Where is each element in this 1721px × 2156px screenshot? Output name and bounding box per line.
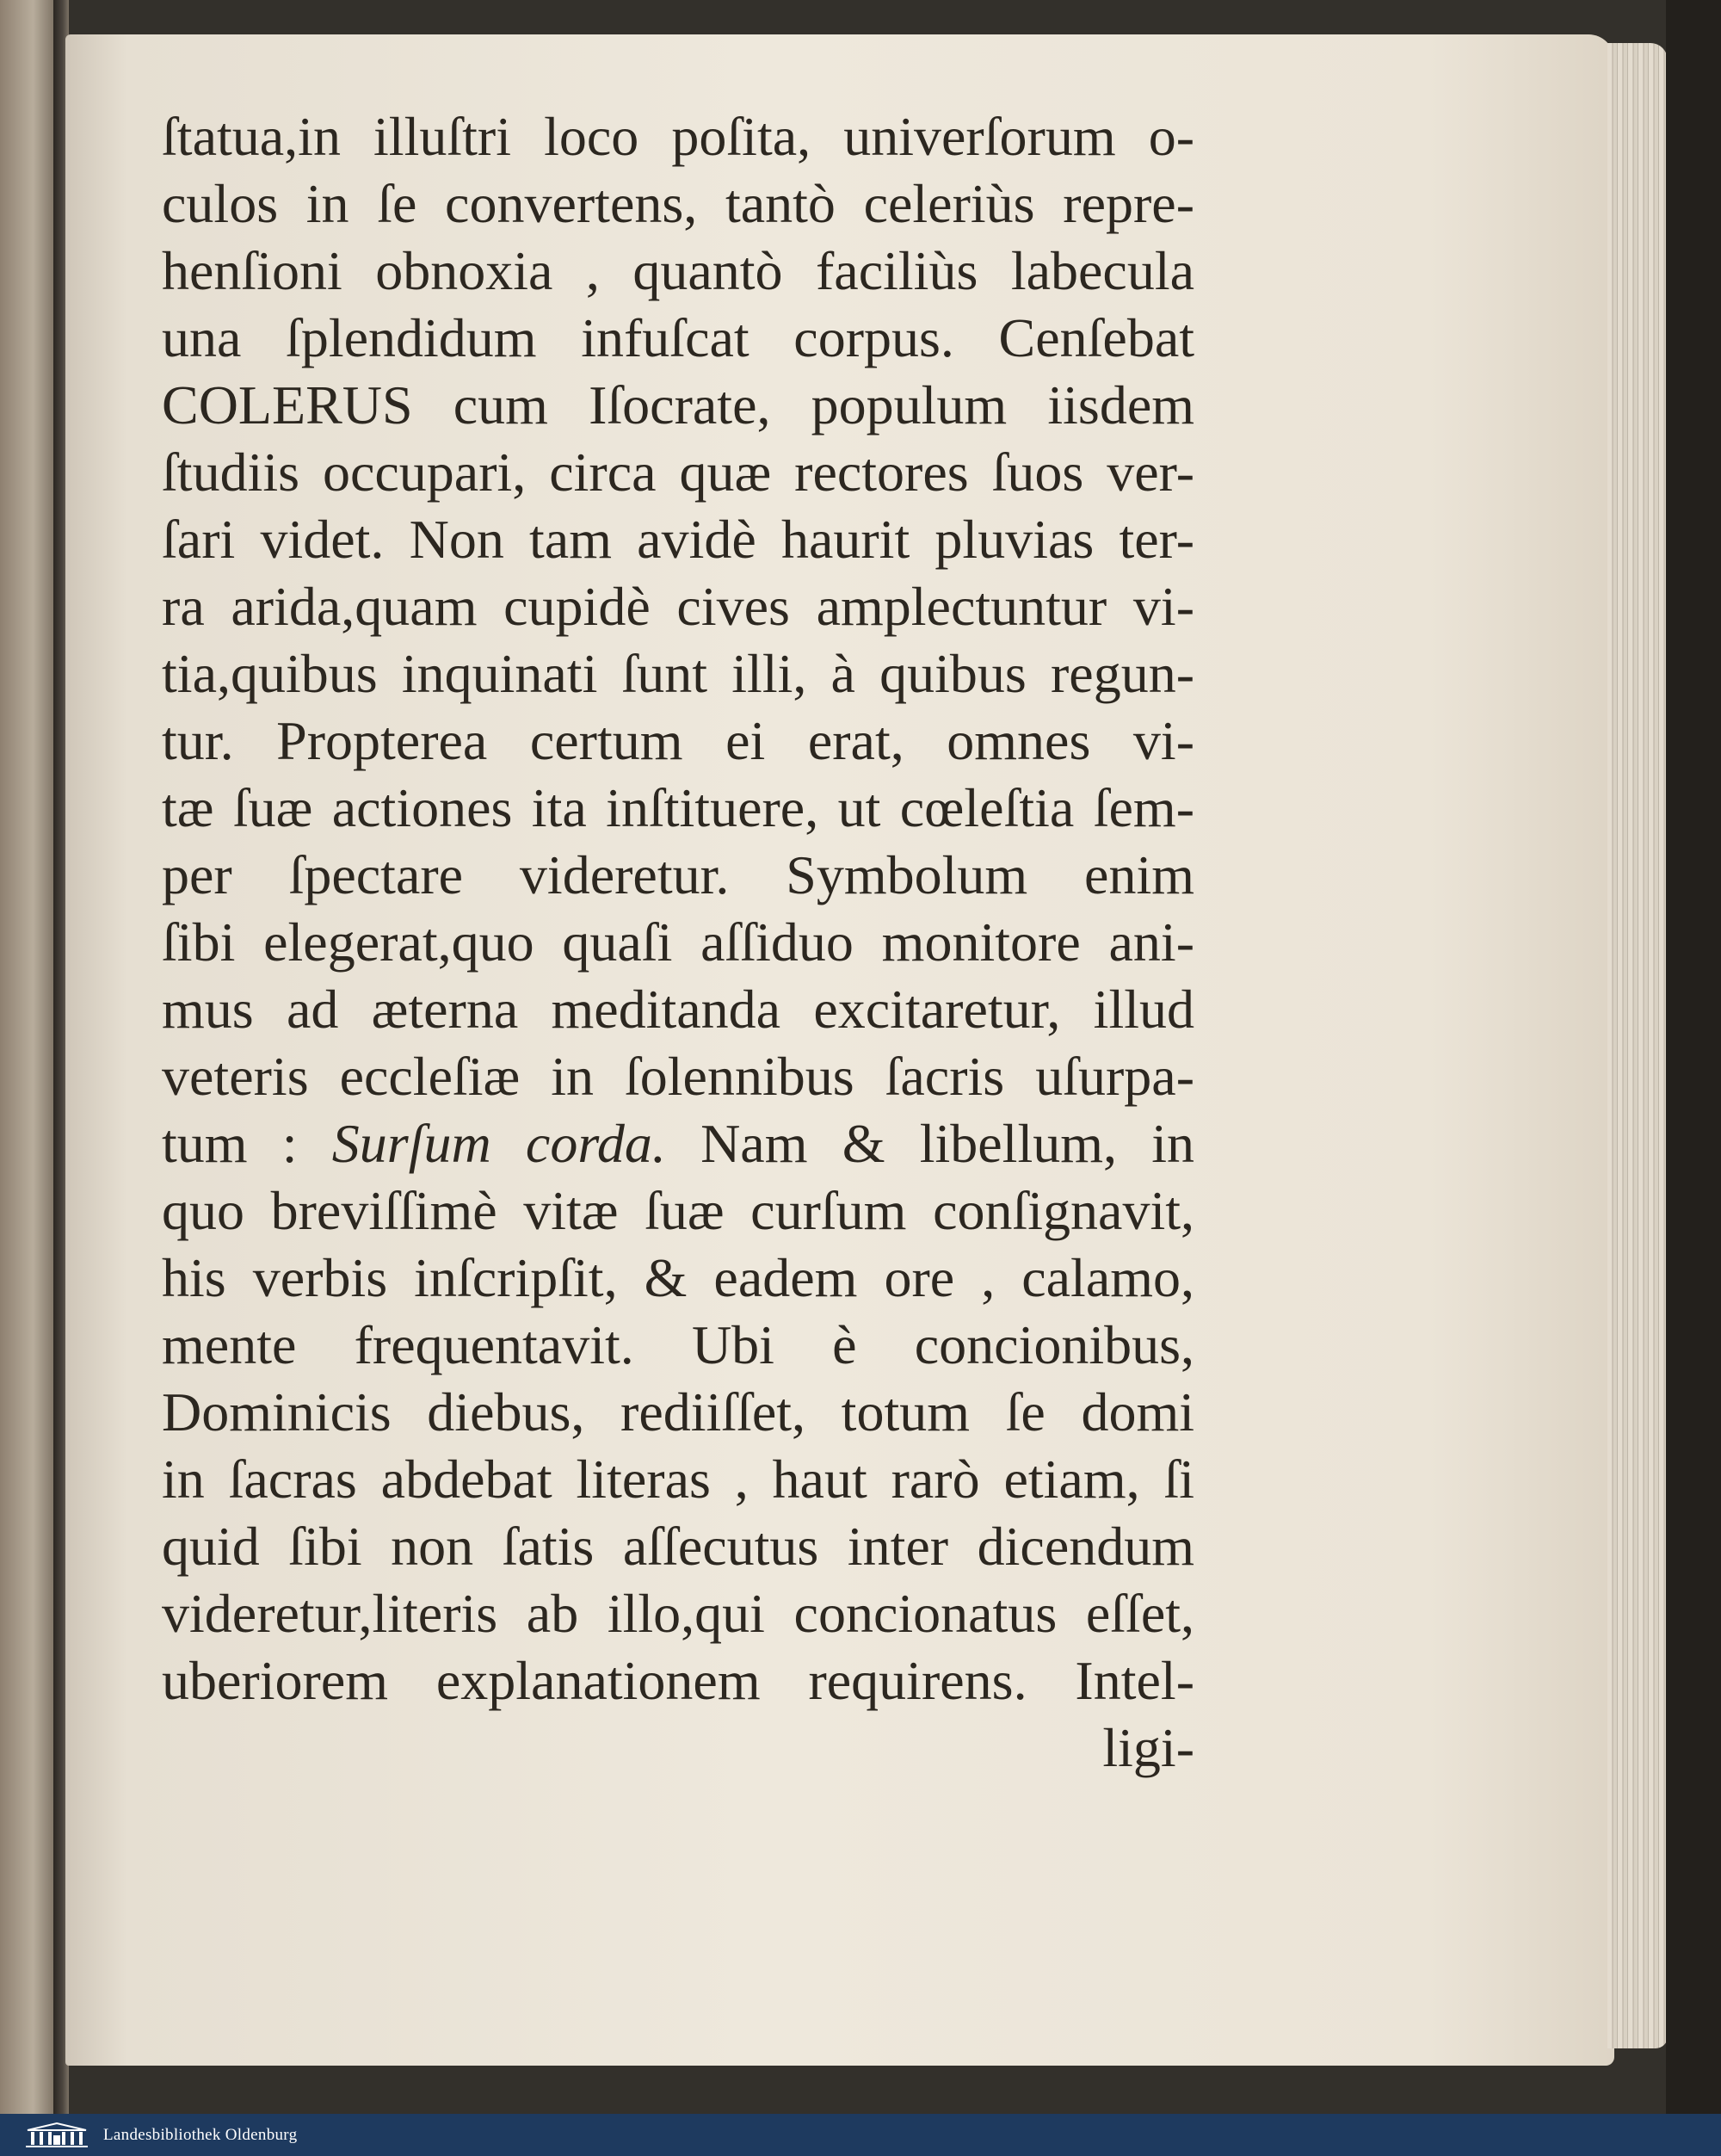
text-line: tum : Surſum corda. Nam & libellum, in (162, 1113, 1194, 1174)
text-line: una ſplendidum infuſcat corpus. Cenſebat (162, 307, 1194, 368)
library-name: Landesbibliothek Oldenburg (103, 2125, 298, 2144)
text-line: culos in ſe convertens, tantò celeriùs repre- (162, 173, 1194, 234)
text-line: ſibi elegerat,quo quaſi aſſiduo monitore ani- (162, 911, 1194, 973)
text-line: tur. Propterea certum ei erat, omnes vi- (162, 710, 1194, 771)
text-line: Dominicis diebus, rediiſſet, totum ſe domi (162, 1381, 1194, 1442)
text-line: henſioni obnoxia , quantò faciliùs labecula (162, 240, 1194, 301)
text-line: his verbis inſcripſit, & eadem ore , calamo, (162, 1247, 1194, 1308)
text-line: tæ ſuæ actiones ita inſtituere, ut cœleſtia ſem- (162, 777, 1194, 838)
scan-margin-right (1666, 0, 1721, 2114)
text-line: ra arida,quam cupidè cives amplectuntur vi- (162, 576, 1194, 637)
catchword: ligi- (1102, 1717, 1194, 1778)
page-text (162, 103, 1194, 1782)
page-stack-edges (1607, 43, 1668, 2048)
text-line: mente frequentavit. Ubi è concionibus, (162, 1314, 1194, 1375)
text-line: ſtudiis occupari, circa quæ rectores ſuos ver- (162, 442, 1194, 503)
text-line: COLERUS cum Iſocrate, populum iisdem (162, 374, 1194, 436)
text-line: in ſacras abdebat literas , haut rarò etiam, ſi (162, 1449, 1194, 1510)
italic-motto: Surſum corda. (331, 1113, 666, 1174)
footer-bar (0, 2114, 1721, 2156)
text-line: mus ad æterna meditanda excitaretur, illud (162, 979, 1194, 1040)
text-line: veteris eccleſiæ in ſolennibus ſacris uſurpa- (162, 1046, 1194, 1107)
text-line: uberiorem explanationem requirens. Intel- (162, 1650, 1194, 1711)
text-line: ſtatua,in illuſtri loco poſita, univerſorum o- (162, 106, 1194, 167)
previous-page-edge (0, 0, 60, 2114)
text-line: quid ſibi non ſatis aſſecutus inter dicendum (162, 1516, 1194, 1577)
text-line: per ſpectare videretur. Symbolum enim (162, 844, 1194, 905)
library-building-icon (24, 2122, 89, 2149)
text-line: videretur,literis ab illo,qui concionatus eſſet, (162, 1583, 1194, 1644)
text-line: quo breviſſimè vitæ ſuæ curſum conſignavit, (162, 1180, 1194, 1241)
text-line: tia,quibus inquinati ſunt illi, à quibus regun- (162, 643, 1194, 704)
text-line: ſari videt. Non tam avidè haurit pluvias ter- (162, 509, 1194, 570)
